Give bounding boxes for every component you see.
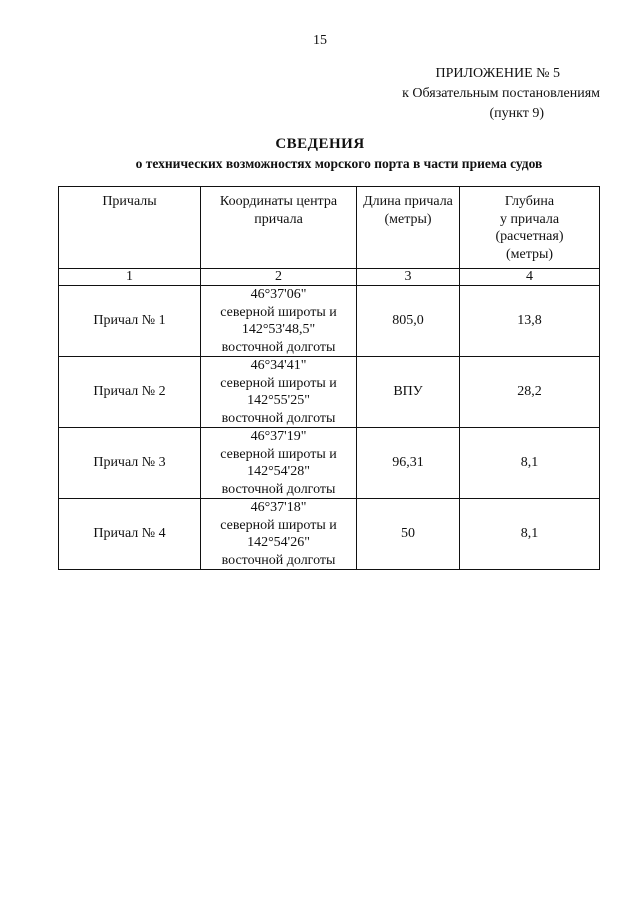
document-subtitle: о технических возможностях морского порта в части приема судов [135, 156, 543, 171]
header-length [357, 187, 460, 269]
table-row [59, 499, 600, 570]
latitude-label: северной широты и [220, 517, 337, 533]
header-depth-line4: (метры) [505, 246, 554, 262]
latitude-value: 46°34'41" [250, 358, 307, 373]
berth-coordinates [201, 428, 357, 499]
header-coordinates-line2: причала [254, 211, 303, 227]
longitude-label: восточной долготы [221, 410, 336, 426]
berth-depth: 28,2 [460, 357, 600, 428]
appendix-title: ПРИЛОЖЕНИЕ № 5 [435, 66, 560, 81]
appendix-document-reference: к Обязательным постановлениям [402, 86, 600, 101]
longitude-value: 142°55'25" [247, 393, 310, 408]
table-row [59, 357, 600, 428]
latitude-value: 46°37'06" [250, 287, 307, 302]
latitude-value: 46°37'19" [250, 429, 307, 444]
header-length-line1: Длина причала [363, 194, 453, 209]
table-row [59, 428, 600, 499]
header-berths-label: Причалы [102, 194, 157, 209]
longitude-label: восточной долготы [221, 552, 336, 568]
header-length-line2: (метры) [384, 211, 432, 227]
header-depth-line3: (расчетная) [495, 229, 564, 244]
berth-length: 805,0 [357, 286, 460, 357]
berth-depth: 8,1 [460, 428, 600, 499]
berth-depth: 8,1 [460, 499, 600, 570]
longitude-label: восточной долготы [221, 481, 336, 497]
header-coordinates-line1: Координаты центра [219, 194, 338, 209]
document-title: СВЕДЕНИЯ [275, 136, 365, 152]
berth-name: Причал № 3 [59, 428, 201, 499]
table-row [59, 286, 600, 357]
column-number: 1 [59, 269, 201, 286]
berths-table [58, 186, 600, 570]
longitude-value: 142°54'28" [247, 464, 310, 479]
header-berths [59, 187, 201, 269]
berth-name: Причал № 4 [59, 499, 201, 570]
page-number: 15 [313, 33, 327, 48]
latitude-value: 46°37'18" [250, 500, 307, 515]
appendix-clause-reference: (пункт 9) [489, 106, 544, 121]
table-header-row [59, 187, 600, 269]
header-depth-line2: у причала [499, 211, 560, 227]
longitude-label: восточной долготы [221, 339, 336, 355]
header-depth-line1: Глубина [504, 194, 555, 209]
longitude-value: 142°54'26" [247, 535, 310, 550]
column-number: 4 [460, 269, 600, 286]
appendix-reference [340, 64, 600, 124]
berth-length: 96,31 [357, 428, 460, 499]
berth-depth: 13,8 [460, 286, 600, 357]
berth-length: 50 [357, 499, 460, 570]
berth-coordinates [201, 499, 357, 570]
column-number: 3 [357, 269, 460, 286]
latitude-label: северной широты и [220, 304, 337, 320]
latitude-label: северной широты и [220, 375, 337, 391]
longitude-value: 142°53'48,5" [241, 322, 316, 337]
berth-coordinates [201, 357, 357, 428]
berth-name: Причал № 2 [59, 357, 201, 428]
column-number-row [59, 269, 600, 286]
berth-name: Причал № 1 [59, 286, 201, 357]
column-number: 2 [201, 269, 357, 286]
header-depth [460, 187, 600, 269]
header-coordinates [201, 187, 357, 269]
berth-coordinates [201, 286, 357, 357]
berth-length: ВПУ [357, 357, 460, 428]
latitude-label: северной широты и [220, 446, 337, 462]
